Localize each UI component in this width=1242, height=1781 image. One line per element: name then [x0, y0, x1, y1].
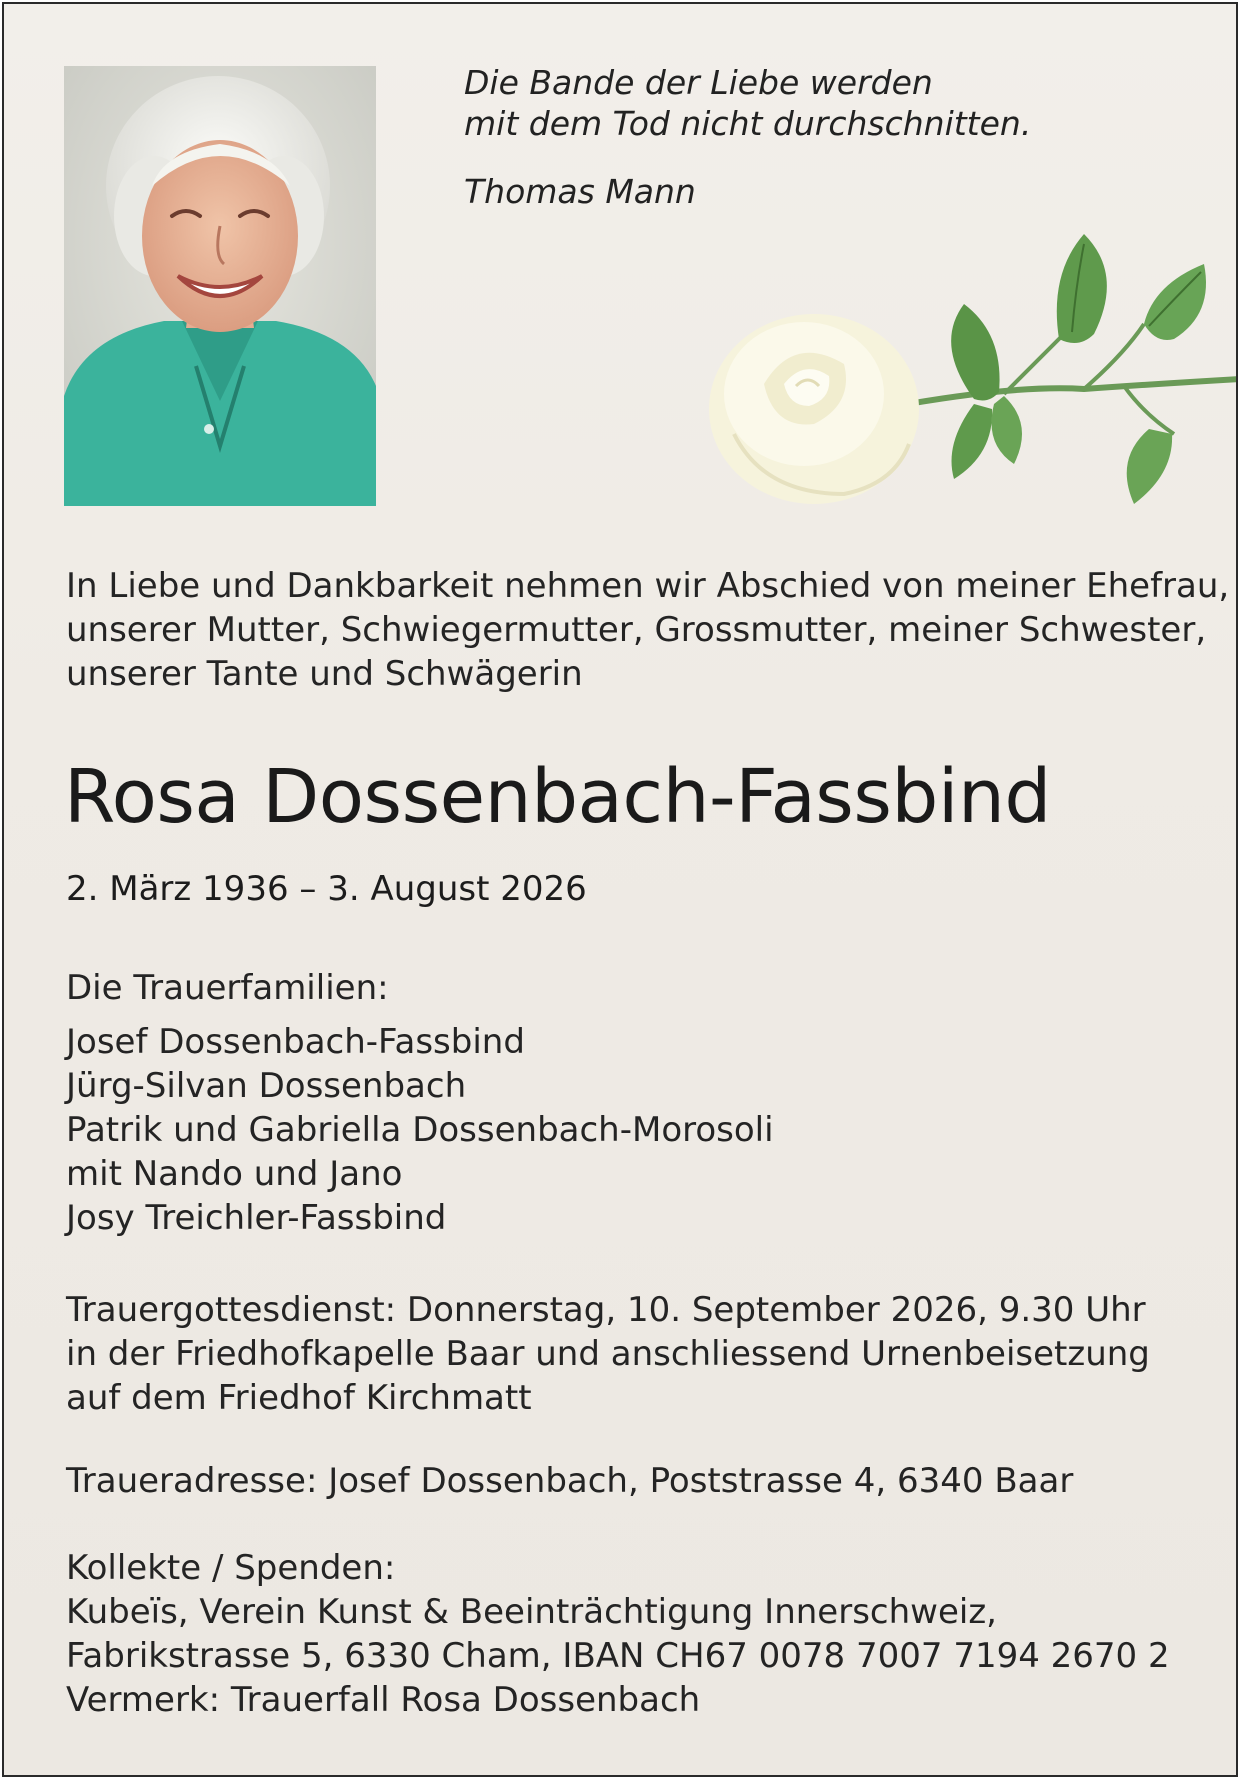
life-dates: 2. März 1936 – 3. August 2026: [66, 869, 587, 909]
intro-text: [66, 564, 1230, 696]
address-line: Traueradresse: Josef Dossenbach, Poststrasse 4, 6340 Baar: [66, 1461, 1074, 1501]
donations-info: [66, 1546, 1170, 1722]
mourner-line: Josef Dossenbach-Fassbind: [66, 1022, 525, 1062]
intro-line: unserer Mutter, Schwiegermutter, Grossmutter, meiner Schwester,: [66, 610, 1207, 650]
intro-line: In Liebe und Dankbarkeit nehmen wir Abschied von meiner Ehefrau,: [66, 566, 1230, 606]
mourners-heading: [66, 966, 389, 1010]
mourners-heading-text: Die Trauerfamilien:: [66, 968, 389, 1008]
donations-line: Vermerk: Trauerfall Rosa Dossenbach: [66, 1680, 701, 1720]
obituary-card: [2, 2, 1238, 1777]
donations-line: Fabrikstrasse 5, 6330 Cham, IBAN CH67 0078 7007 7194 2670 2: [66, 1636, 1170, 1676]
donations-line: Kollekte / Spenden:: [66, 1548, 396, 1588]
quote: [464, 62, 1031, 212]
donations-line: Kubeïs, Verein Kunst & Beeinträchtigung Innerschweiz,: [66, 1592, 997, 1632]
mourners-list: [66, 1020, 774, 1240]
portrait-illustration: [64, 66, 376, 506]
portrait-photo: [64, 66, 376, 506]
mourner-line: Jürg-Silvan Dossenbach: [66, 1066, 467, 1106]
mourner-line: Josy Treichler-Fassbind: [66, 1198, 447, 1238]
quote-line: Die Bande der Liebe werden: [464, 63, 933, 102]
service-line: Trauergottesdienst: Donnerstag, 10. September 2026, 9.30 Uhr: [66, 1290, 1146, 1330]
white-rose-icon: [704, 214, 1238, 544]
service-line: auf dem Friedhof Kirchmatt: [66, 1378, 532, 1418]
quote-line: mit dem Tod nicht durchschnitten.: [464, 104, 1032, 143]
service-line: in der Friedhofkapelle Baar und anschliessend Urnenbeisetzung: [66, 1334, 1150, 1374]
deceased-name: Rosa Dossenbach-Fassbind: [64, 754, 1051, 840]
quote-author: Thomas Mann: [464, 172, 696, 211]
intro-line: unserer Tante und Schwägerin: [66, 654, 583, 694]
mourner-line: mit Nando und Jano: [66, 1154, 403, 1194]
mourner-line: Patrik und Gabriella Dossenbach-Morosoli: [66, 1110, 774, 1150]
service-info: [66, 1288, 1150, 1420]
mourning-address: [66, 1459, 1073, 1503]
